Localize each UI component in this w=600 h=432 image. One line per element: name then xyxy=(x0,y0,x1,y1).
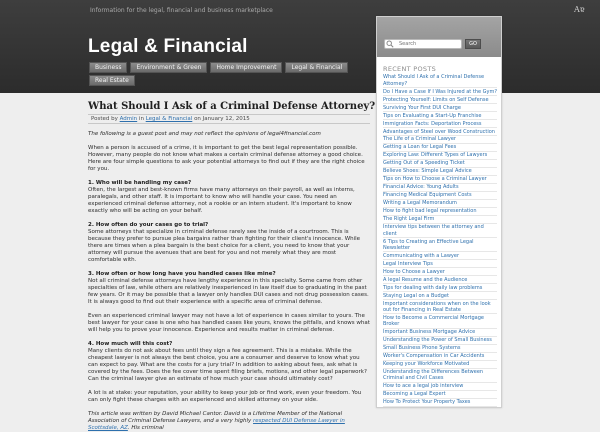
question-1-body: Often, the largest and best-known firms have many attorneys on their payroll, as well as interns, paralegals, and other staff. It is important to know who will handle your case. You need an experienced criminal defense attorney, not a rookie or an intern student. It's important to know exactly who will be acting on your behalf. xyxy=(88,187,355,214)
question-4-body: Many clients do not ask about fees until they sign a fee agreement. This is a mistake. While the cheapest lawyer is not always the best choice, you are a consumer and deserve to know what you can expect to pay. What are the costs for a jury trial? In addition to asking about fees, ask what is covered by the fees. Does the fee cover time spent filing briefs, motions, and other legal paperwork? Can the criminal lawyer give an estimate of how much your case should ultimately cost? xyxy=(88,348,367,382)
byline-link[interactable]: respected DUI Defense Lawyer in Scottsdale, AZ xyxy=(88,418,345,431)
nav-item-legal-financial[interactable]: Legal & Financial xyxy=(285,62,348,73)
question-3-body: Not all criminal defense attorneys have lengthy experience in this specialty. Some came from other specialties of law, while others are relatively inexperienced in law itself due to graduating in the past few years. Or it may be possible that a lawyer only handles DUI cases and not drug possession cases. It is always good to find out their experience with a specific area of criminal defense. xyxy=(88,278,369,305)
author-link[interactable]: Admin xyxy=(119,116,138,122)
nav-item-business[interactable]: Business xyxy=(89,62,127,73)
recent-post-link[interactable]: Financing Medical Equipment Costs xyxy=(383,192,497,200)
category-link[interactable]: Legal & Financial xyxy=(145,116,193,122)
recent-post-link[interactable]: Exploring Law: Different Types of Lawyers xyxy=(383,152,497,160)
guest-post-disclaimer: The following is a guest post and may not reflect the opinions of legal4financial.com xyxy=(88,131,321,137)
question-2 xyxy=(88,222,370,264)
recent-post-link[interactable]: Understanding the Differences Between Criminal and Civil Cases xyxy=(383,369,497,383)
sidebar xyxy=(376,16,502,408)
post-meta xyxy=(88,114,370,124)
recent-post-link[interactable]: Financial Advice: Young Adults xyxy=(383,184,497,192)
search-area xyxy=(377,17,501,57)
recent-post-link[interactable]: Worker's Compensation in Car Accidents xyxy=(383,353,497,361)
question-1-heading: 1. Who will be handling my case? xyxy=(88,180,192,186)
recent-post-link[interactable]: Keeping your Workforce Motivated xyxy=(383,361,497,369)
recent-post-link[interactable]: The Life of a Criminal Lawyer xyxy=(383,136,497,144)
author-byline xyxy=(88,411,370,432)
nav-item-real-estate[interactable]: Real Estate xyxy=(89,75,135,86)
recent-post-link[interactable]: Legal Interview Tips xyxy=(383,260,497,268)
site-title[interactable]: Legal & Financial xyxy=(88,36,248,57)
recent-post-link[interactable]: How to fight bad legal representation xyxy=(383,208,497,216)
recent-post-link[interactable]: What Should I Ask of a Criminal Defense Attorney? xyxy=(383,74,497,88)
post-title[interactable]: What Should I Ask of a Criminal Defense Attorney? xyxy=(88,101,376,112)
recent-post-link[interactable]: Tips for dealing with daily law problems xyxy=(383,284,497,292)
recent-post-link[interactable]: Writing a Legal Memorandum xyxy=(383,200,497,208)
nav-item-environment-green[interactable]: Environment & Green xyxy=(130,62,207,73)
recent-post-link[interactable]: Do I Have a Case If I Was Injured at the Gym? xyxy=(383,88,498,95)
recent-post-link[interactable]: How to ace a legal job interview xyxy=(383,383,497,391)
post-date: on January 12, 2015 xyxy=(194,116,250,122)
search-input[interactable] xyxy=(384,39,462,49)
question-4-heading: 4. How much will this cost? xyxy=(88,341,173,347)
recent-post-link[interactable]: Getting Out of a Speeding Ticket xyxy=(383,160,497,168)
recent-post-link[interactable]: Important Business Mortgage Advice xyxy=(383,329,497,337)
recent-post-link[interactable]: How to Choose a Lawyer xyxy=(383,268,497,276)
recent-post-link[interactable]: Protecting Yourself: Limits on Self Defense xyxy=(383,96,497,104)
recent-post-link[interactable]: A legal Resume and the Audience xyxy=(383,276,497,284)
question-3-followup: Even an experienced criminal lawyer may not have a lot of experience in cases similar to yours. The best lawyer for your case is one who has handled cases like yours, knows the pitfalls, and knows what will help you to prove your innocence. Experience and results matter in criminal defense. xyxy=(88,313,370,333)
question-2-heading: 2. How often do your cases go to trial? xyxy=(88,222,209,228)
closing-paragraph: A lot is at stake: your reputation, your ability to keep your job or find work, even your freedom. You can only fight these charges with an experienced and skilled attorney on your side. xyxy=(88,390,362,403)
recent-post-link[interactable]: Immigration Facts: Deportation Process xyxy=(383,120,497,128)
recent-post-link[interactable]: Becoming a Legal Expert xyxy=(383,391,497,399)
question-1 xyxy=(88,180,370,215)
nav-item-home-improvement[interactable]: Home Improvement xyxy=(210,62,282,73)
question-2-body: Some attorneys that specialize in criminal defense rarely see the inside of a courtroom. This is because they prefer to pursue plea bargains rather than fighting for their client's innocence. While there are times when a plea bargain is the best choice for a client, you need to know that your attorney will pursue the avenues that are best for you and not merely what they are most comfortable with. xyxy=(88,229,361,263)
recent-post-link[interactable]: Advantages of Steel over Wood Construction xyxy=(383,128,497,136)
recent-post-link[interactable]: Interview tips between the attorney and client xyxy=(383,224,497,238)
font-size-toggle[interactable]: Aɐ xyxy=(574,5,585,14)
recent-post-link[interactable]: Important considerations when on the look out for Financing in Real Estate xyxy=(383,300,497,314)
posted-by-label: Posted by xyxy=(91,116,118,122)
intro-paragraph: When a person is accused of a crime, it is important to get the best legal representation possible. However, many people do not know what makes a certain criminal defense attorney a good choice. Here are four simple questions to ask your potential attorneys to find out if they are the right choice for you. xyxy=(88,145,365,172)
recent-post-link[interactable]: Communicating with a Lawyer xyxy=(383,252,497,260)
main-navigation xyxy=(89,62,369,88)
question-4 xyxy=(88,341,370,383)
recent-post-link[interactable]: 6 Tips to Creating an Effective Legal Newsletter xyxy=(383,238,497,252)
recent-post-link[interactable]: Surviving Your First DUI Charge xyxy=(383,104,497,112)
recent-post-link[interactable]: Believe Shoes: Simple Legal Advice xyxy=(383,168,497,176)
question-3 xyxy=(88,271,370,306)
recent-post-link[interactable]: How to Become a Commercial Mortgage Broker xyxy=(383,314,497,328)
recent-post-link[interactable]: Small Business Phone Systems xyxy=(383,345,497,353)
in-label: in xyxy=(138,116,144,122)
search-icon xyxy=(386,40,394,48)
recent-post-link[interactable]: Understanding the Power of Small Business xyxy=(383,337,497,345)
site-tagline: Information for the legal, financial and business marketplace xyxy=(90,7,273,14)
recent-post-link[interactable]: Staying Legal on a Budget xyxy=(383,292,497,300)
site-header xyxy=(0,0,600,93)
recent-post-link[interactable]: Tips on Evaluating a Start-Up Franchise xyxy=(383,112,497,120)
recent-post-link[interactable]: Tips on How to Choose a Criminal Lawyer xyxy=(383,176,497,184)
recent-post-link[interactable]: How To Protect Your Property Taxes xyxy=(383,399,497,407)
main-content xyxy=(88,100,376,431)
search-go-button[interactable]: GO xyxy=(465,39,481,49)
byline-text: This article was written by David Michael Cantor. David is a Lifetime Member of the National Association of Criminal Defense Lawyers, and a very highly xyxy=(88,411,343,424)
recent-posts-list xyxy=(383,74,497,407)
byline-tail: . His criminal xyxy=(127,425,164,431)
recent-posts-heading: RECENT POSTS xyxy=(383,65,437,73)
recent-post-link[interactable]: The Right Legal Firm xyxy=(383,216,497,224)
recent-post-link[interactable]: Getting a Loan for Legal Fees xyxy=(383,144,497,152)
question-3-heading: 3. How often or how long have you handled cases like mine? xyxy=(88,271,276,277)
